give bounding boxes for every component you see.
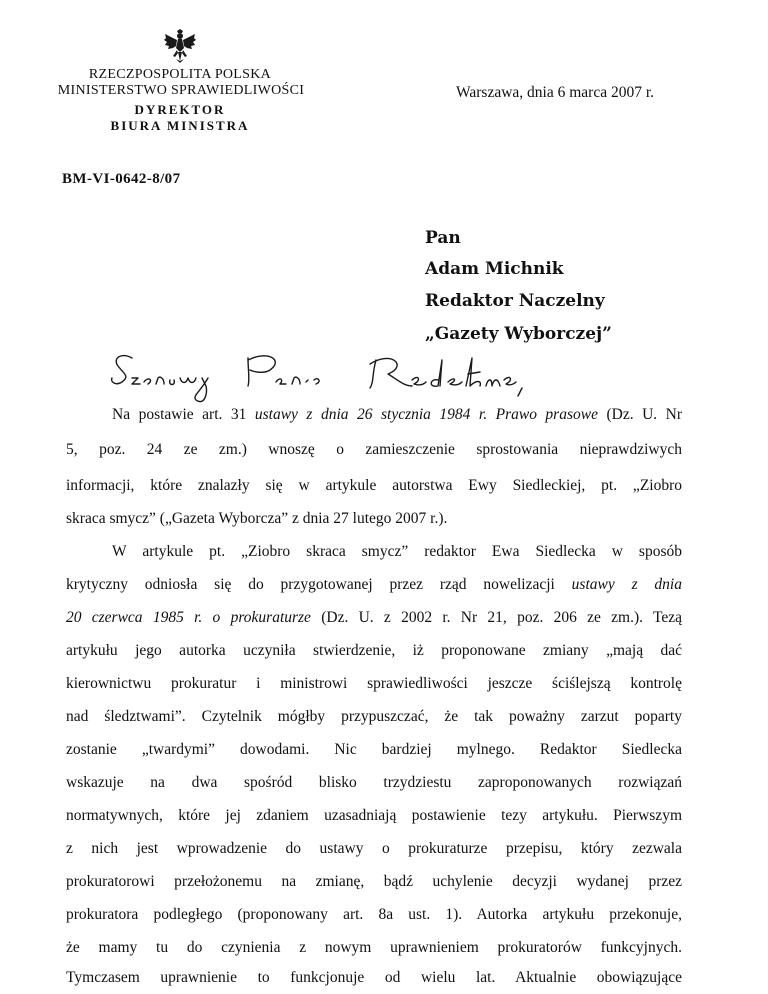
addressee-name: Adam Michnik bbox=[425, 259, 564, 279]
body-p2-line-6: nad śledztwami”. Czytelnik mógłby przypuszczać, że tak poważny zarzut poparty bbox=[66, 708, 682, 725]
body-p1-line-4: skraca smycz” („Gazeta Wyborcza” z dnia 27 lutego 2007 r.). bbox=[66, 510, 448, 527]
body-p2-line-4: artykułu jego autorka uczyniła stwierdzenie, iż proponowane zmiany „mają dać bbox=[66, 642, 682, 659]
handwritten-salutation bbox=[108, 350, 528, 408]
body-p2-line-12: prokuratora podległego (proponowany art. 8a ust. 1). Autorka artykułu przekonuje, bbox=[66, 906, 682, 923]
addressee-position: Redaktor Naczelny bbox=[425, 291, 605, 311]
body-p2-line-8: wskazuje na dwa spośród blisko trzydziestu zaproponowanych rozwiązań bbox=[66, 774, 682, 791]
body-p2-line-1: W artykule pt. „Ziobro skraca smycz” redaktor Ewa Siedlecka w sposób bbox=[112, 543, 682, 560]
polish-eagle-emblem-icon bbox=[163, 28, 197, 64]
body-p2-line-10: z nich jest wprowadzenie do ustawy o prokuraturze przepisu, który zezwala bbox=[66, 840, 682, 857]
body-p2-line-3: 20 czerwca 1985 r. o prokuraturze (Dz. U. z 2002 r. Nr 21, poz. 206 ze zm.). Tezą bbox=[66, 609, 682, 626]
body-p1-line-3: informacji, które znalazły się w artykule autorstwa Ewy Siedleckiej, pt. „Ziobro bbox=[66, 477, 682, 494]
body-p2-line-9: normatywnych, które jej zdaniem uzasadniają postawienie tezy artykułu. Pierwszym bbox=[66, 807, 682, 824]
body-p2-line-11: prokuratorowi przełożonemu na zmianę, bądź uchylenie decyzji wydanej przez bbox=[66, 873, 682, 890]
body-p2-line-5: kierownictwu prokuratur i ministrowi sprawiedliwości jeszcze ściślejszą kontrolę bbox=[66, 675, 682, 692]
body-p1-line-2: 5, poz. 24 ze zm.) wnoszę o zamieszczenie sprostowania nieprawdziwych bbox=[66, 441, 682, 458]
reference-number: BM-VI-0642-8/07 bbox=[62, 171, 181, 187]
body-p2-line-14: Tymczasem uprawnienie to funkcjonuje od wielu lat. Aktualnie obowiązujące bbox=[66, 969, 682, 986]
header-director: DYREKTOR bbox=[134, 102, 226, 117]
addressee-title: Pan bbox=[425, 228, 461, 248]
place-date: Warszawa, dnia 6 marca 2007 r. bbox=[456, 84, 655, 101]
body-p2-line-7: zostanie „twardymi” dowodami. Nic bardziej mylnego. Redaktor Siedlecka bbox=[66, 741, 682, 758]
body-p1-line-1: Na postawie art. 31 ustawy z dnia 26 stycznia 1984 r. Prawo prasowe (Dz. U. Nr bbox=[112, 406, 682, 423]
addressee-newspaper: „Gazety Wyborczej” bbox=[425, 324, 612, 344]
body-p2-line-2: krytyczny odniosła się do przygotowanej przez rząd nowelizacji ustawy z dnia bbox=[66, 576, 682, 593]
header-ministry: MINISTERSTWO SPRAWIEDLIWOŚCI bbox=[57, 83, 305, 98]
header-country: RZECZPOSPOLITA POLSKA bbox=[88, 67, 272, 82]
header-bureau: BIURA MINISTRA bbox=[110, 118, 250, 133]
body-p2-line-13: że mamy tu do czynienia z nowym uprawnieniem prokuratorów funkcyjnych. bbox=[66, 939, 682, 956]
